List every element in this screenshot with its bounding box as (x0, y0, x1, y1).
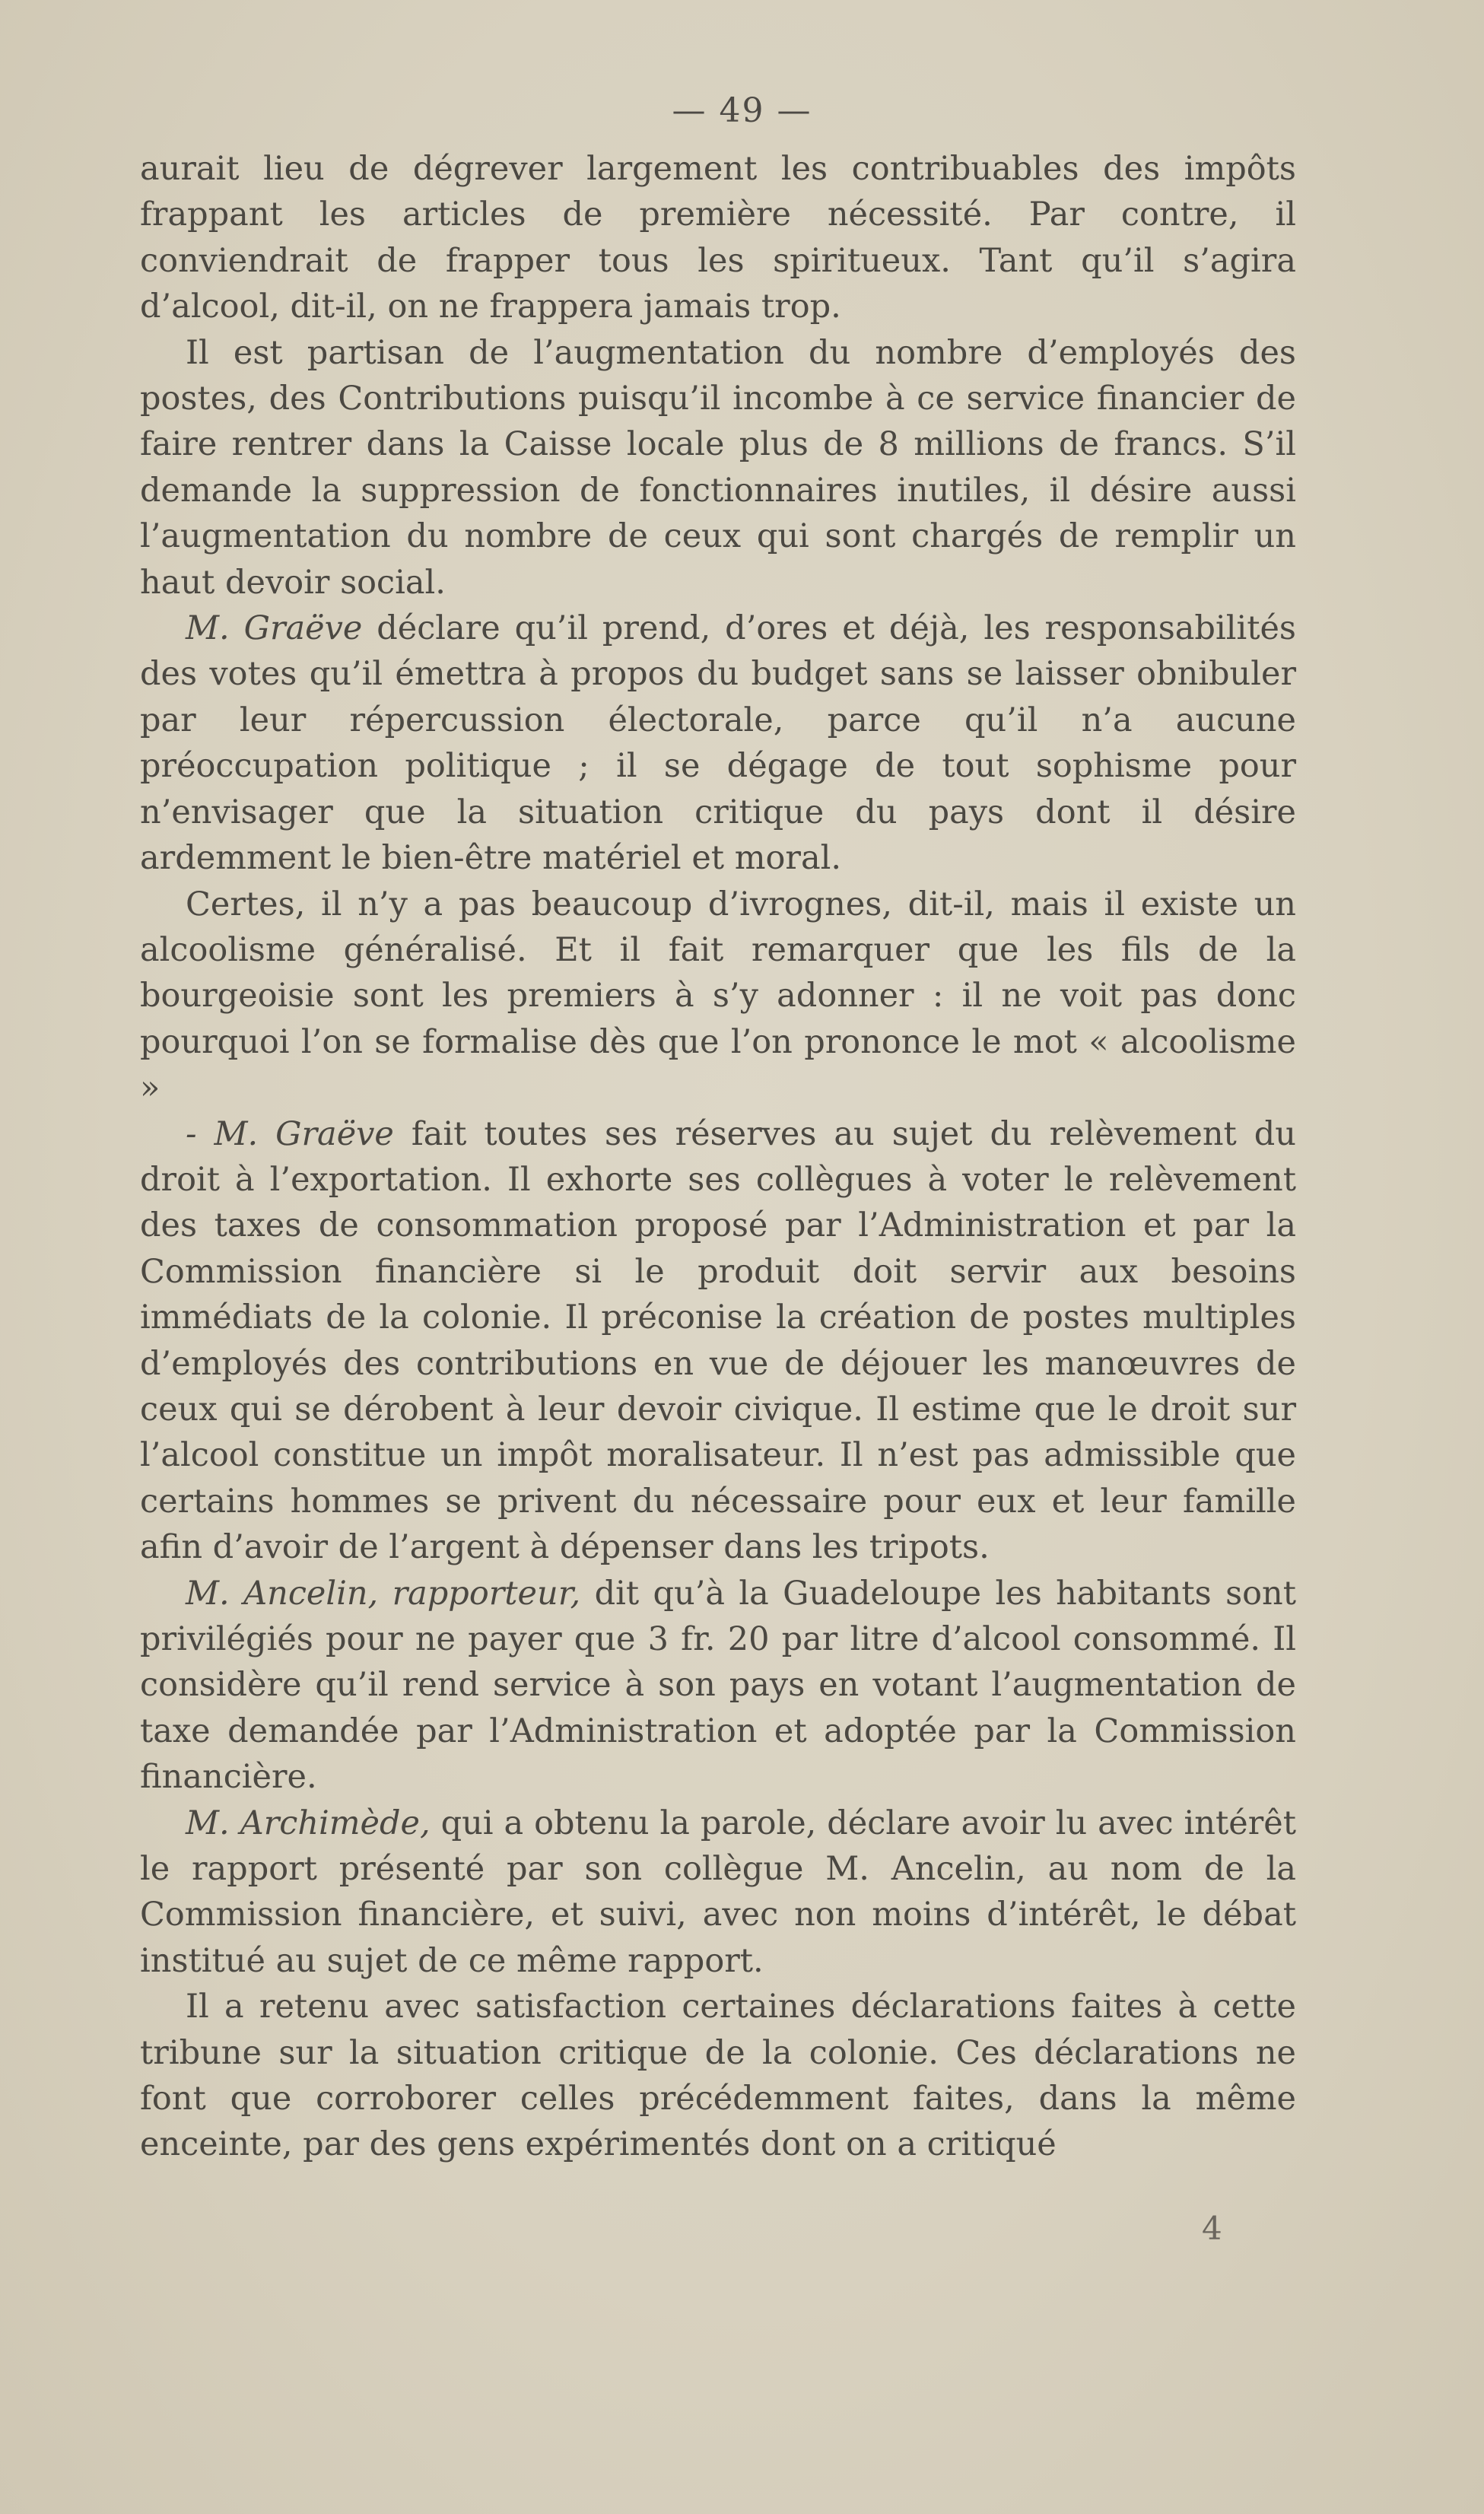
speaker-name: - M. Graëve (186, 1114, 394, 1153)
paragraph-6 (140, 1571, 1296, 1800)
speaker-name: M. Ancelin, rapporteur, (186, 1574, 581, 1613)
signature-mark: 4 (1202, 2210, 1222, 2247)
paragraph-text: qui a obtenu la parole, déclare avoir lu avec intérêt le rapport présenté par son collègue M. Ancelin, au nom de la Commission financière, et suivi, avec non moins d’intérêt, le débat institué au sujet de ce même rapport. (140, 1804, 1296, 1980)
paragraph-text: dit qu’à la Guadeloupe les habitants sont privilégiés pour ne payer que 3 fr. 20 par litre d’alcool consommé. Il considère qu’il rend service à son pays en votant l’augmentation de taxe demandée par l’Administration et adoptée par la Commission financière. (140, 1574, 1296, 1797)
paragraph-1 (140, 146, 1296, 330)
paragraph-text: Il a retenu avec satisfaction certaines déclarations faites à cette tribune sur la situation critique de la colonie. Ces déclarations ne font que corroborer celles précédemment faites, dans la même enceinte, par des gens expérimentés dont on a critiqué (140, 1988, 1296, 2164)
speaker-name: M. Archimède, (186, 1804, 431, 1842)
paragraph-8 (140, 1984, 1296, 2168)
paragraph-text: Certes, il n’y a pas beaucoup d’ivrognes, dit-il, mais il existe un alcoolisme généralisé. Et il fait remarquer que les fils de la bourgeoisie sont les premiers à s’y adonner : il ne voit pas donc pourquoi l’on se formalise dès que l’on prononce le mot « alcoolisme » (140, 885, 1296, 1108)
paragraph-text: fait toutes ses réserves au sujet du relèvement du droit à l’exportation. Il exhorte ses collègues à voter le relèvement des taxes de consommation proposé par l’Administration et par la Commission financière si le produit doit servir aux besoins immédiats de la colonie. Il préconise la création de postes multiples d’employés des contributions en vue de déjouer les manœuvres de ceux qui se dérobent à leur devoir civique. Il estime que le droit sur l’alcool constitue un impôt moralisateur. Il n’est pas admissible que certains hommes se privent du nécessaire pour eux et leur famille afin d’avoir de l’argent à dépenser dans les tripots. (140, 1114, 1296, 1567)
paragraph-text: aurait lieu de dégrever largement les contribuables des impôts frappant les articles de première nécessité. Par contre, il conviendrait de frapper tous les spiritueux. Tant qu’il s’agira d’alcool, dit-il, on ne frappera jamais trop. (140, 150, 1296, 326)
paragraph-4 (140, 882, 1296, 1111)
page-number: — 49 — (672, 91, 812, 130)
body-text (140, 146, 1296, 2168)
paragraph-5 (140, 1111, 1296, 1571)
paragraph-2 (140, 330, 1296, 605)
speaker-name: M. Graëve (186, 609, 363, 648)
paragraph-7 (140, 1800, 1296, 1985)
paragraph-text: déclare qu’il prend, d’ores et déjà, les responsabilités des votes qu’il émettra à propos du budget sans se laisser obnibuler par leur répercussion électorale, parce qu’il n’a aucune préoccupation politique ; il se dégage de tout sophisme pour n’envisager que la situation critique du pays dont il désire ardemment le bien-être matériel et moral. (140, 609, 1296, 878)
paragraph-3 (140, 605, 1296, 881)
paragraph-text: Il est partisan de l’augmentation du nombre d’employés des postes, des Contributions puisqu’il incombe à ce service financier de faire rentrer dans la Caisse locale plus de 8 millions de francs. S’il demande la suppression de fonctionnaires inutiles, il désire aussi l’augmentation du nombre de ceux qui sont chargés de remplir un haut devoir social. (140, 333, 1296, 602)
